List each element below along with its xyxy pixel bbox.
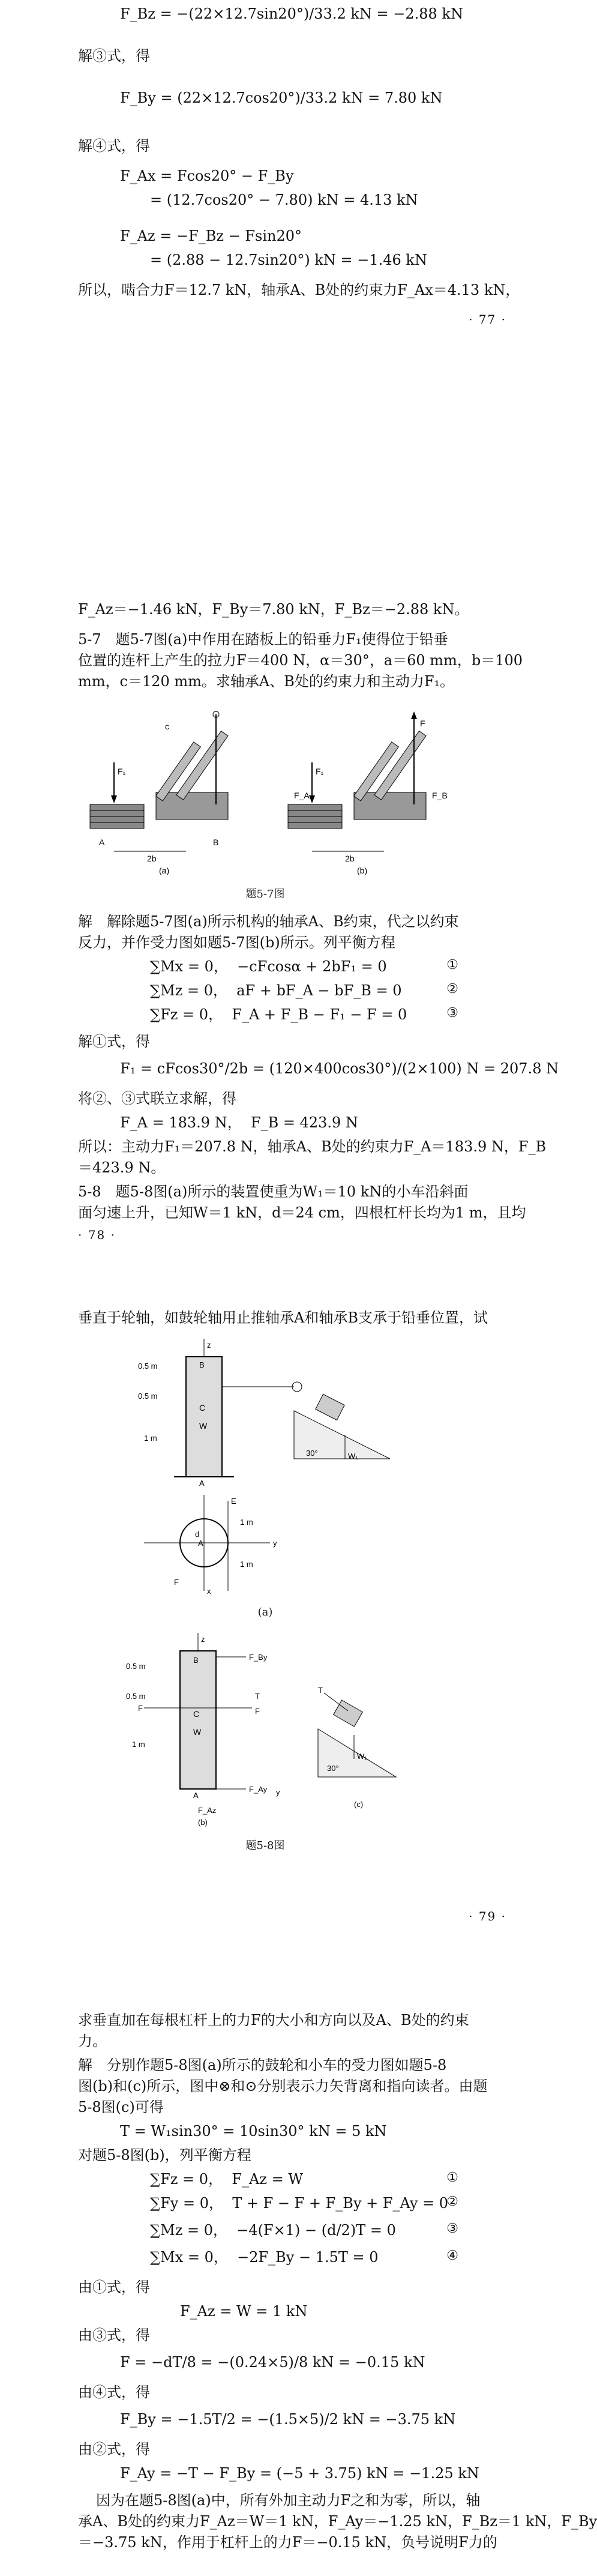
svg-text:c: c bbox=[165, 722, 169, 731]
problem-line: mm，c＝120 mm。求轴承A、B处的约束力和主动力F₁。 bbox=[78, 673, 455, 690]
text-line: 解③式，得 bbox=[78, 47, 150, 64]
solution-line: 解 解除题5-7图(a)所示机构的轴承A、B约束，代之以约束 bbox=[78, 913, 459, 930]
svg-text:T: T bbox=[255, 1692, 260, 1701]
svg-text:F: F bbox=[420, 719, 425, 728]
text-line: 由④式，得 bbox=[78, 2384, 150, 2401]
equation-number: ④ bbox=[446, 2248, 458, 2263]
svg-text:F₁: F₁ bbox=[316, 767, 324, 776]
fig-b-label: (b) bbox=[357, 866, 368, 875]
svg-text:C: C bbox=[199, 1403, 206, 1413]
svg-text:F: F bbox=[138, 1704, 143, 1713]
equation-line: F_By = (22×12.7cos20°)/33.2 kN = 7.80 kN bbox=[120, 89, 443, 106]
svg-text:C: C bbox=[193, 1709, 200, 1719]
svg-text:F_By: F_By bbox=[249, 1653, 268, 1662]
dim-label: 0.5 m bbox=[138, 1392, 158, 1401]
equation-number: ② bbox=[446, 982, 458, 997]
equation-number: ③ bbox=[446, 2221, 458, 2236]
equation-line: F₁ = cFcos30°/2b = (120×400cos30°)/(2×100) N = 207.8 N bbox=[120, 1060, 559, 1077]
svg-text:F: F bbox=[174, 1578, 179, 1587]
svg-text:T: T bbox=[318, 1686, 323, 1695]
fig-a-label: (a) bbox=[159, 866, 170, 875]
svg-text:B: B bbox=[193, 1656, 199, 1665]
svg-text:A: A bbox=[193, 1791, 199, 1800]
text-line: 承A、B处的约束力F_Az＝W＝1 kN，F_Ay＝−1.25 kN，F_Bz＝1 kN，F_By bbox=[78, 2513, 597, 2530]
svg-text:1 m: 1 m bbox=[132, 1740, 145, 1749]
svg-text:B: B bbox=[199, 1360, 205, 1369]
equation: ∑Fz = 0， F_Az = W bbox=[150, 2171, 303, 2188]
equation-number: ② bbox=[446, 2194, 458, 2209]
svg-text:0.5 m: 0.5 m bbox=[126, 1662, 146, 1671]
svg-text:A: A bbox=[198, 1539, 203, 1548]
solution-line: 反力，并作受力图如题5-7图(b)所示。列平衡方程 bbox=[78, 934, 395, 951]
equation-line: F = −dT/8 = −(0.24×5)/8 kN = −0.15 kN bbox=[120, 2354, 425, 2371]
text-line: 将②、③式联立求解，得 bbox=[78, 1090, 236, 1107]
page-80 bbox=[0, 2005, 597, 2576]
figure-5-7b bbox=[288, 711, 448, 875]
equation-number: ① bbox=[446, 958, 458, 973]
equation-line: F_Bz = −(22×12.7sin20°)/33.2 kN = −2.88 kN bbox=[120, 5, 463, 22]
svg-text:W: W bbox=[199, 1421, 208, 1431]
dim-label: 0.5 m bbox=[138, 1362, 158, 1371]
figure-caption: 题5-7图 bbox=[245, 888, 285, 900]
problem-line: 5-7 题5-7图(a)中作用在踏板上的铅垂力F₁使得位于铅垂 bbox=[78, 631, 448, 648]
svg-text:A: A bbox=[199, 1479, 205, 1488]
text-line: ＝−3.75 kN，作用于杠杆上的力F＝−0.15 kN，负号说明F力的 bbox=[78, 2534, 497, 2551]
text-line: 力。 bbox=[78, 2033, 107, 2050]
text-line: 由①式，得 bbox=[78, 2279, 150, 2296]
text-line: 垂直于轮轴，如鼓轮轴用止推轴承A和轴承B支承于铅垂位置，试 bbox=[78, 1309, 488, 1326]
equation-line: F_Ax = Fcos20° − F_By bbox=[120, 167, 294, 184]
text-line: 解 分别作题5-8图(a)所示的鼓轮和小车的受力图如题5-8 bbox=[78, 2057, 447, 2074]
problem-line: 5-8 题5-8图(a)所示的装置使重为W₁＝10 kN的小车沿斜面 bbox=[78, 1183, 469, 1200]
figure-5-8a bbox=[138, 1339, 414, 1597]
text-line: ＝423.9 N。 bbox=[78, 1159, 166, 1176]
svg-text:30°: 30° bbox=[327, 1764, 339, 1773]
svg-text:1 m: 1 m bbox=[240, 1560, 253, 1569]
text-line: 5-8图(c)可得 bbox=[78, 2099, 164, 2116]
page-77 bbox=[0, 0, 530, 588]
svg-text:A: A bbox=[99, 837, 105, 847]
svg-text:1 m: 1 m bbox=[240, 1518, 253, 1527]
fig-b-label: (b) bbox=[198, 1818, 208, 1827]
dim-label: 1 m bbox=[144, 1434, 157, 1443]
text-line: 由②式，得 bbox=[78, 2441, 150, 2458]
fig-a-label: (a) bbox=[257, 1606, 273, 1618]
problem-line: 面匀速上升，已知W＝1 kN，d＝24 cm，四根杠杆长均为1 m，且均 bbox=[78, 1204, 526, 1221]
fig-c-label: (c) bbox=[354, 1800, 364, 1809]
equation: ∑Mx = 0， −2F_By − 1.5T = 0 bbox=[150, 2249, 379, 2266]
svg-text:F_B: F_B bbox=[432, 791, 448, 800]
equation-line: = (2.88 − 12.7sin20°) kN = −1.46 kN bbox=[150, 252, 427, 268]
equation-number: ③ bbox=[446, 1006, 458, 1021]
svg-text:B: B bbox=[213, 837, 219, 847]
equation-number: ① bbox=[446, 2170, 458, 2185]
page-79 bbox=[0, 1297, 530, 2005]
equation-line: F_Az = W = 1 kN bbox=[180, 2303, 308, 2320]
svg-text:d: d bbox=[195, 1530, 200, 1539]
equation: ∑Fz = 0， F_A + F_B − F₁ − F = 0 bbox=[150, 1006, 407, 1023]
svg-text:F_Az: F_Az bbox=[198, 1806, 217, 1815]
page-number: · 78 · bbox=[78, 1228, 116, 1242]
text-line: F_Az＝−1.46 kN，F_By＝7.80 kN，F_Bz＝−2.88 kN。 bbox=[78, 601, 469, 618]
svg-text:0.5 m: 0.5 m bbox=[126, 1692, 146, 1701]
text-line: 图(b)和(c)所示，图中⊗和⊙分别表示力矢背离和指向读者。由题 bbox=[78, 2078, 488, 2095]
page-number: · 79 · bbox=[469, 1909, 506, 1923]
svg-text:z: z bbox=[207, 1341, 211, 1350]
page-number: · 77 · bbox=[469, 312, 506, 327]
svg-text:2b: 2b bbox=[345, 854, 355, 863]
text-line: 由③式，得 bbox=[78, 2327, 150, 2344]
svg-text:30°: 30° bbox=[306, 1449, 318, 1458]
svg-text:W: W bbox=[193, 1727, 202, 1737]
figure-5-7a bbox=[90, 711, 228, 875]
equation: ∑Mz = 0， aF + bF_A − bF_B = 0 bbox=[150, 982, 402, 999]
svg-text:y: y bbox=[273, 1539, 277, 1548]
equation-line: T = W₁sin30° = 10sin30° kN = 5 kN bbox=[120, 2123, 387, 2140]
equation-line: F_A = 183.9 N， F_B = 423.9 N bbox=[120, 1114, 358, 1131]
page-78 bbox=[0, 588, 559, 1297]
equation: ∑Mx = 0， −cFcosα + 2bF₁ = 0 bbox=[150, 958, 387, 975]
problem-line: 位置的连杆上产生的拉力F＝400 N，α＝30°，a＝60 mm，b＝100 bbox=[78, 652, 523, 669]
equation-line: F_Az = −F_Bz − Fsin20° bbox=[120, 228, 302, 244]
text-line: 求垂直加在每根杠杆上的力F的大小和方向以及A、B处的约束 bbox=[78, 2012, 469, 2029]
figure-5-7 bbox=[78, 702, 462, 876]
text-line: 对题5-8图(b)，列平衡方程 bbox=[78, 2147, 251, 2164]
equation-line: F_Ay = −T − F_By = (−5 + 3.75) kN = −1.25 kN bbox=[120, 2465, 479, 2482]
text-line: 解①式，得 bbox=[78, 1033, 150, 1050]
equation-line: F_By = −1.5T/2 = −(1.5×5)/2 kN = −3.75 kN bbox=[120, 2411, 456, 2428]
figure-caption: 题5-8图 bbox=[245, 1839, 285, 1852]
svg-text:2b: 2b bbox=[147, 854, 157, 863]
svg-text:W₁: W₁ bbox=[357, 1752, 367, 1761]
equation: ∑Mz = 0， −4(F×1) − (d/2)T = 0 bbox=[150, 2222, 396, 2239]
svg-text:F: F bbox=[255, 1707, 260, 1716]
text-line: 所以，啮合力F＝12.7 kN，轴承A、B处的约束力F_Ax＝4.13 kN， bbox=[78, 282, 520, 298]
figure-5-8b bbox=[120, 1633, 408, 1831]
svg-text:W₁: W₁ bbox=[348, 1452, 358, 1461]
equation: ∑Fy = 0， T + F − F + F_By + F_Ay = 0 bbox=[150, 2195, 449, 2212]
svg-text:y: y bbox=[276, 1788, 280, 1797]
text-line: 因为在题5-8图(a)中，所有外加主动力F之和为零，所以，轴 bbox=[96, 2492, 481, 2509]
svg-text:F_A: F_A bbox=[294, 791, 310, 800]
equation-line: = (12.7cos20° − 7.80) kN = 4.13 kN bbox=[150, 192, 418, 208]
svg-text:F_Ay: F_Ay bbox=[249, 1785, 268, 1794]
text-line: 所以：主动力F₁＝207.8 N，轴承A、B处的约束力F_A＝183.9 N，F_B bbox=[78, 1138, 547, 1155]
svg-text:F₁: F₁ bbox=[118, 767, 126, 776]
svg-text:E: E bbox=[231, 1497, 236, 1506]
svg-text:x: x bbox=[207, 1587, 211, 1596]
svg-text:z: z bbox=[201, 1635, 205, 1644]
text-line: 解④式，得 bbox=[78, 137, 150, 154]
